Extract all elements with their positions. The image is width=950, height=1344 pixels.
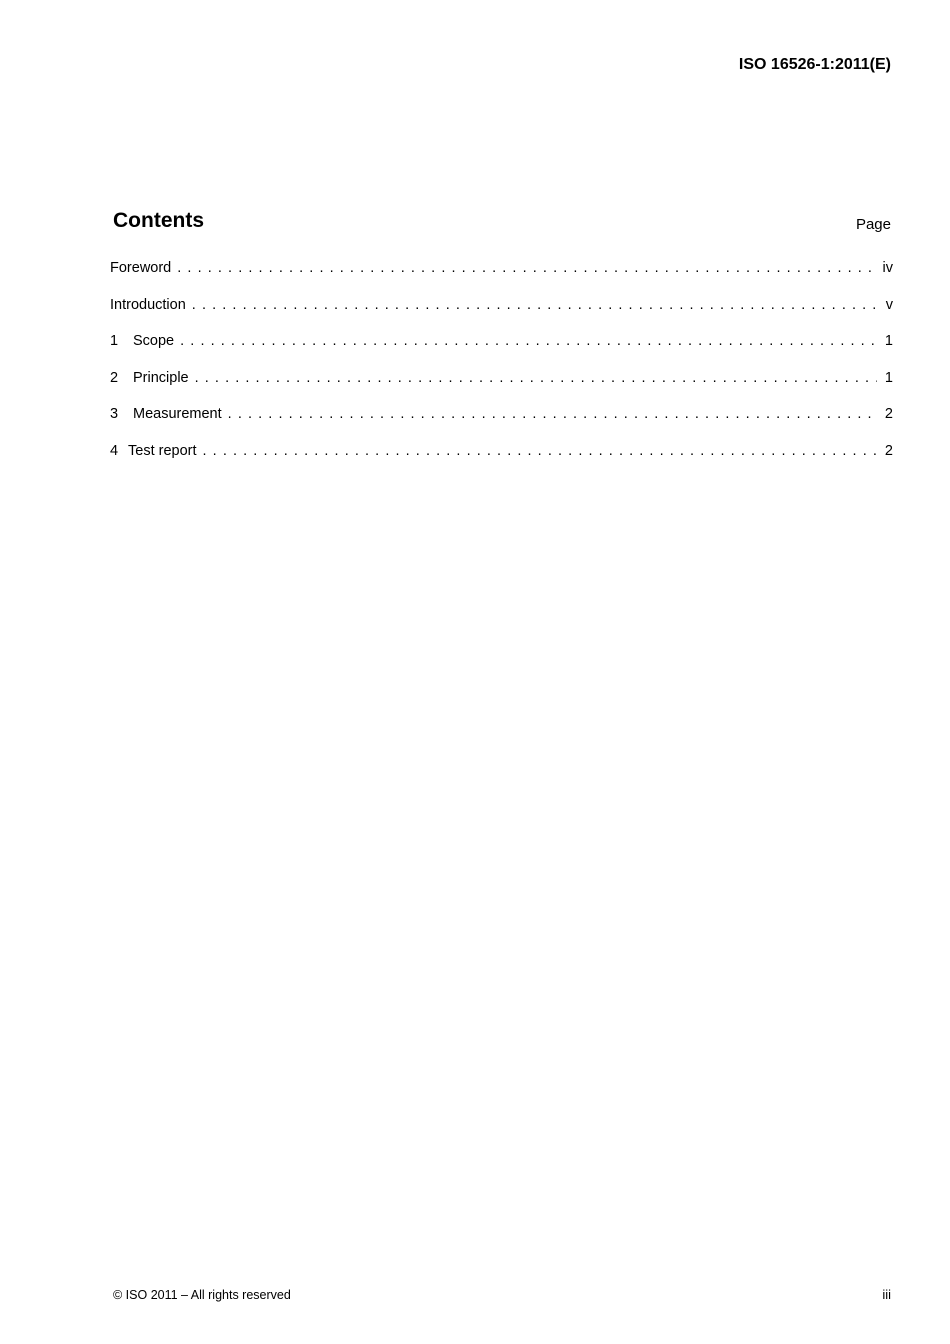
toc-entry-test-report[interactable] xyxy=(110,443,893,480)
toc-leader-dots xyxy=(180,333,877,349)
toc-entry-scope[interactable] xyxy=(110,333,893,370)
toc-entry-title: Test report xyxy=(128,442,197,459)
toc-entry-page: v xyxy=(885,296,893,313)
footer-copyright: © ISO 2011 – All rights reserved xyxy=(113,1288,291,1302)
toc-entry-title: Principle xyxy=(133,369,189,386)
toc-entry-title: Foreword xyxy=(110,260,172,276)
toc-entry-number: 2 xyxy=(110,369,119,386)
toc-entry-title: Introduction xyxy=(110,296,186,313)
toc-entry-page: 1 xyxy=(884,333,893,350)
toc-entry-measurement[interactable] xyxy=(110,406,893,443)
footer-page-number: iii xyxy=(882,1287,891,1302)
toc-entry-title: Measurement xyxy=(133,406,222,423)
toc-entry-foreword[interactable] xyxy=(110,260,893,297)
toc-leader-dots xyxy=(228,406,877,422)
toc-heading: Contents xyxy=(113,209,204,232)
toc-entry-number: 3 xyxy=(110,406,119,423)
toc-entry-principle[interactable] xyxy=(110,370,893,407)
toc-entry-title: Scope xyxy=(133,333,175,350)
toc-entry-page: 1 xyxy=(884,369,893,386)
toc-entry-page: 2 xyxy=(884,406,893,423)
page-column-label: Page xyxy=(855,216,891,233)
toc-entry-page: 2 xyxy=(884,442,893,459)
toc-leader-dots xyxy=(203,443,878,459)
table-of-contents xyxy=(110,260,893,480)
toc-entry-number: 4 xyxy=(110,442,119,459)
toc-entry-number: 1 xyxy=(110,333,119,350)
toc-entry-introduction[interactable] xyxy=(110,297,893,334)
toc-leader-dots xyxy=(192,297,877,313)
document-id: ISO 16526-1:2011(E) xyxy=(738,56,891,73)
toc-leader-dots xyxy=(177,260,876,276)
toc-leader-dots xyxy=(195,370,877,386)
toc-entry-page: iv xyxy=(882,260,893,276)
